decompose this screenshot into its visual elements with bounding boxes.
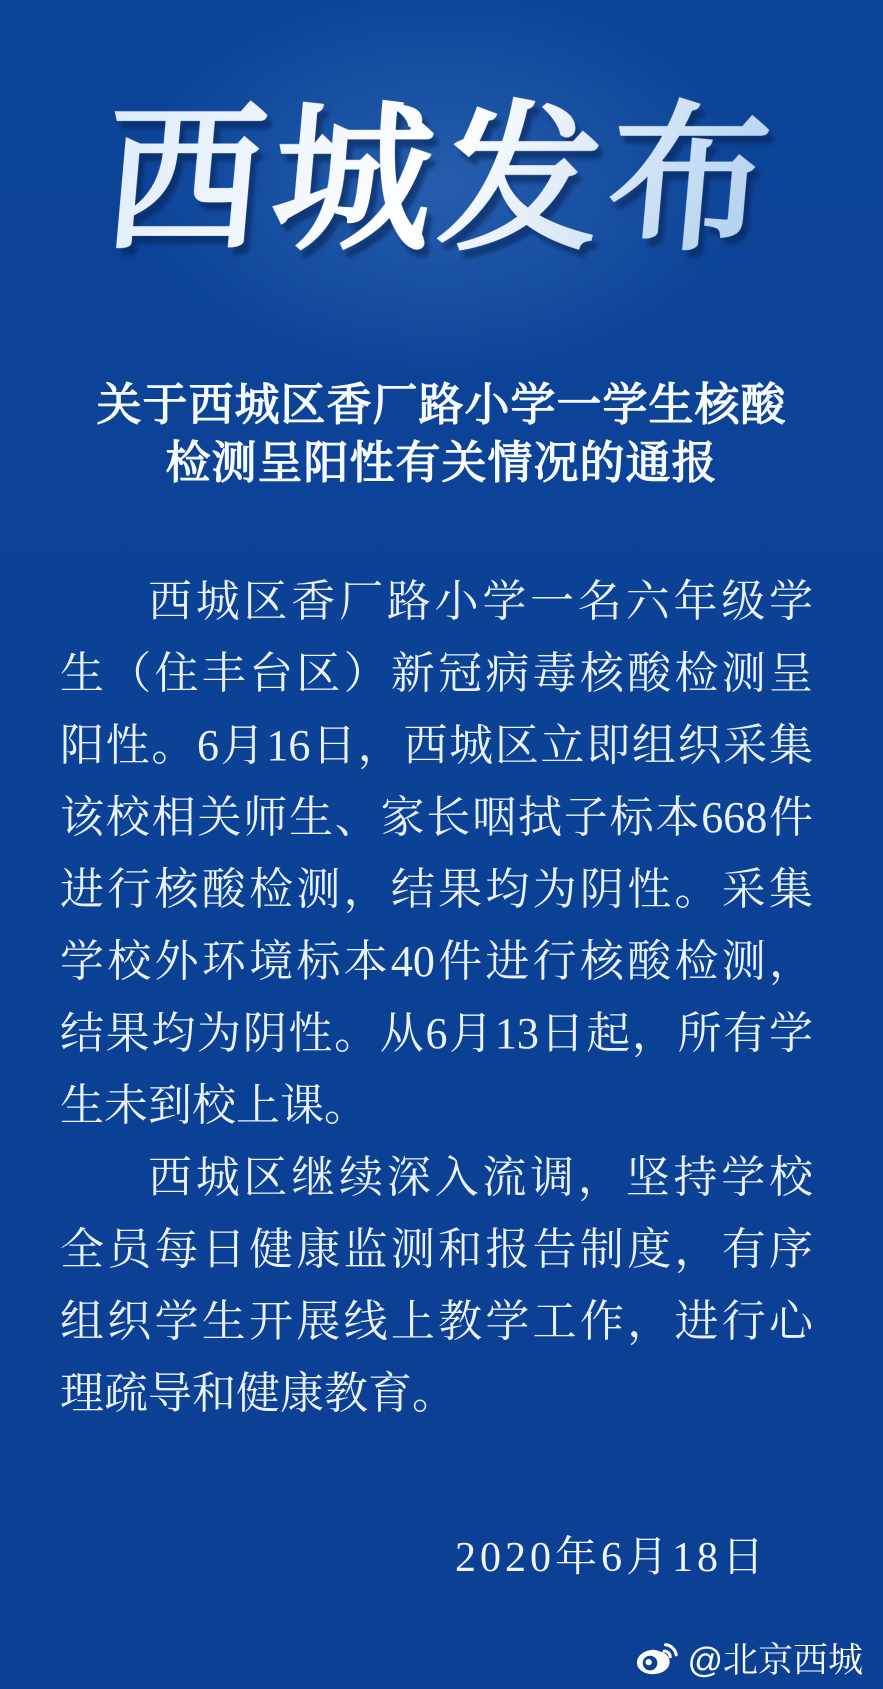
- body-line: 西城区继续深入流调，坚持学校: [148, 1153, 813, 1202]
- body-line: 全员每日健康监测和报告制度，有序: [60, 1225, 813, 1274]
- paragraph-1: [60, 566, 813, 1142]
- body-line: 组织学生开展线上教学工作，进行心: [60, 1297, 813, 1346]
- body-line: 结果均为阴性。从6月13日起，所有学: [60, 1009, 813, 1058]
- body-line: 该校相关师生、家长咽拭子标本668件: [60, 793, 813, 842]
- notice-title: [0, 376, 883, 492]
- body-line: 生未到校上课。: [60, 1081, 368, 1130]
- notice-body: [60, 566, 813, 1430]
- brand-logo: [0, 80, 883, 331]
- notice-date: 2020年6月18日: [454, 1535, 768, 1581]
- weibo-icon: [634, 1639, 678, 1677]
- body-line: 进行核酸检测，结果均为阴性。采集: [60, 865, 813, 914]
- body-line: 阳性。6月16日，西城区立即组织采集: [60, 721, 813, 770]
- body-line: 学校外环境标本40件进行核酸检测，: [60, 937, 813, 986]
- paragraph-2: [60, 1142, 813, 1430]
- notice-title-line-2: 检测呈阳性有关情况的通报: [165, 437, 718, 488]
- body-line: 理疏导和健康教育。: [60, 1369, 456, 1418]
- body-line: 生（住丰台区）新冠病毒核酸检测呈: [60, 649, 813, 698]
- weibo-attribution: [634, 1633, 863, 1683]
- brand-logo-text: 西城发布: [97, 80, 787, 280]
- body-line: 西城区香厂路小学一名六年级学: [148, 577, 813, 626]
- weibo-handle: @北京西城: [687, 1641, 863, 1680]
- notice-title-line-1: 关于西城区香厂路小学一学生核酸: [96, 379, 787, 430]
